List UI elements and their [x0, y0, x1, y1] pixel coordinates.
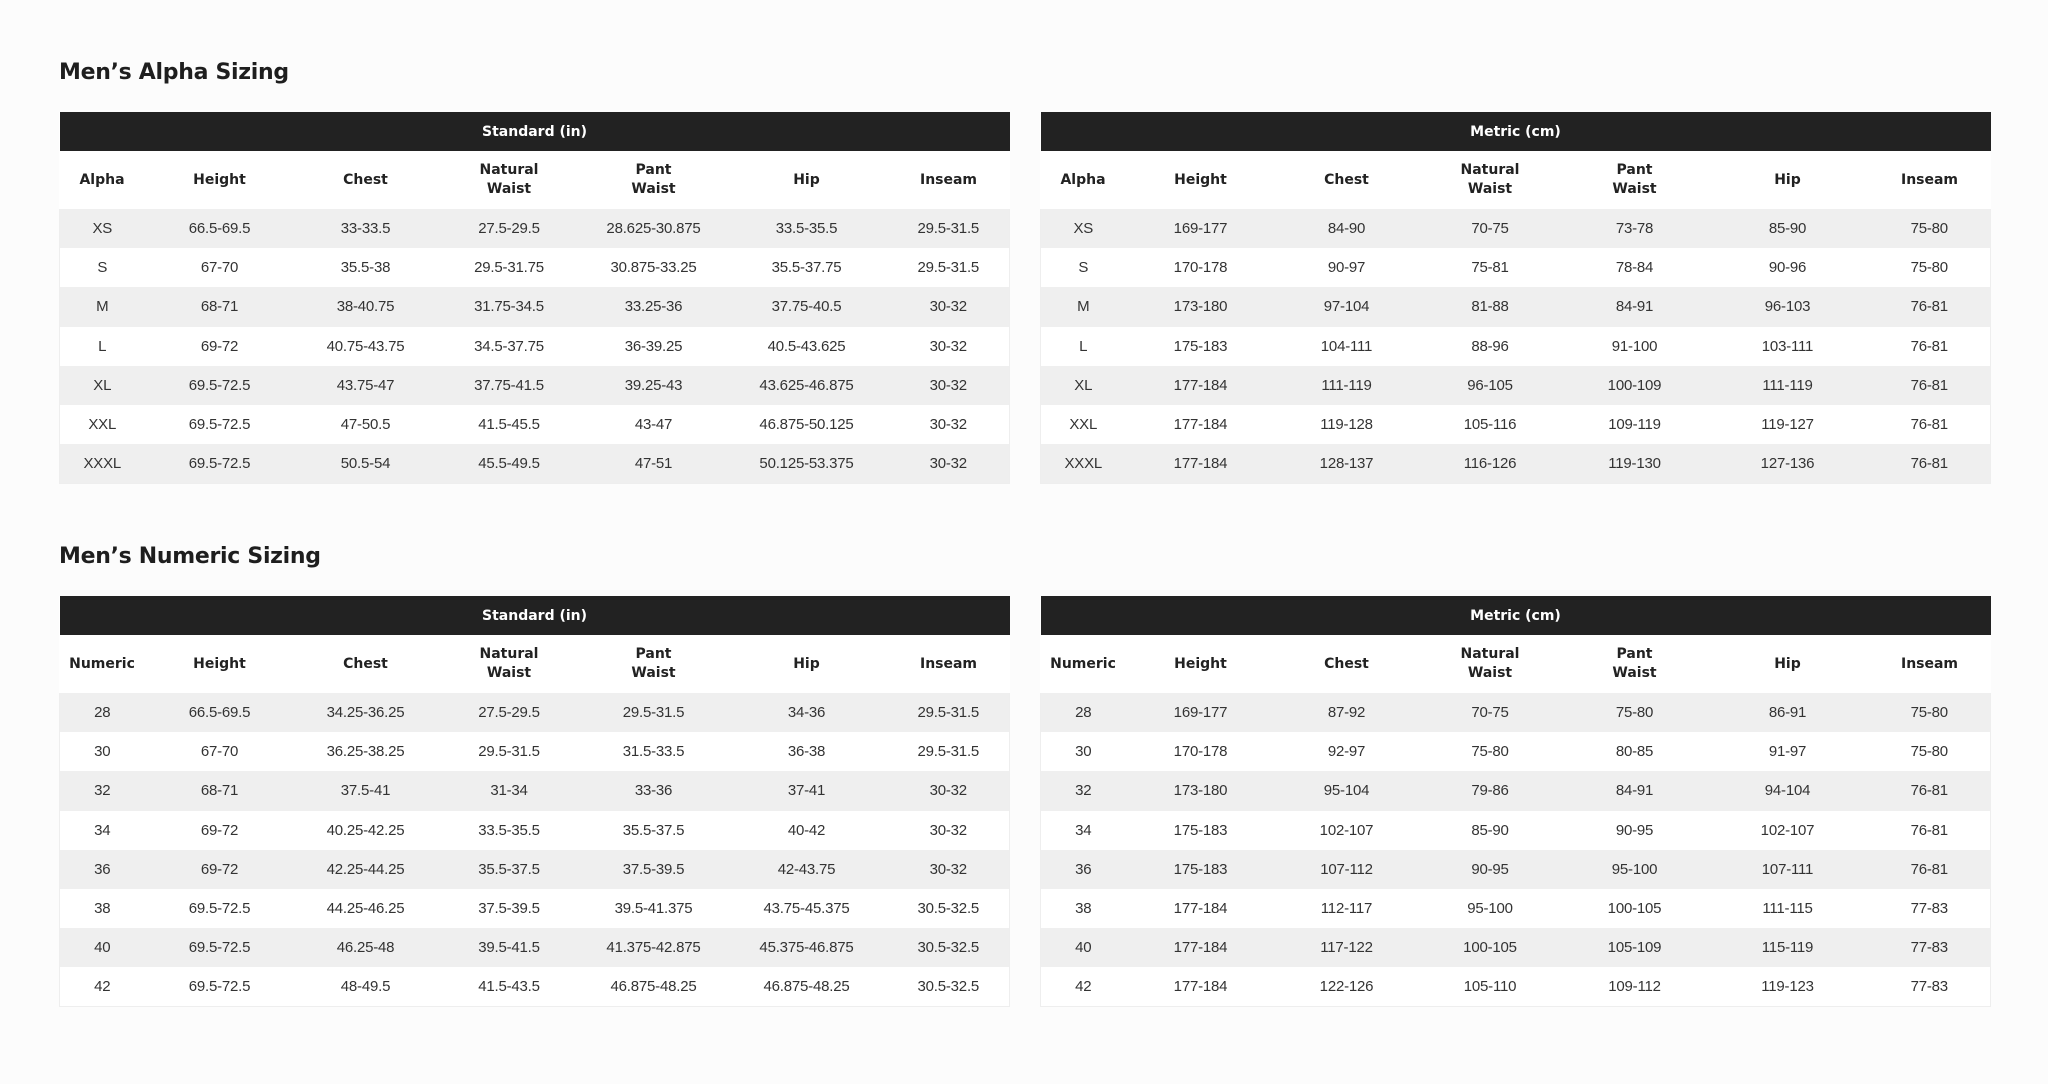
- table-cell: 77-83: [1869, 967, 1991, 1006]
- table-cell: 75-80: [1869, 732, 1991, 771]
- column-header: Natural Waist: [1418, 635, 1563, 693]
- table-row: [60, 444, 1010, 483]
- table-cell: 95-100: [1563, 850, 1707, 889]
- table-cell: 39.5-41.375: [582, 889, 726, 928]
- table-cell: 177-184: [1126, 928, 1276, 967]
- table-cell: 75-80: [1418, 732, 1563, 771]
- table-cell: 50.125-53.375: [726, 444, 888, 483]
- unit-header: Standard (in): [60, 596, 1010, 635]
- table-cell: 75-80: [1869, 693, 1991, 732]
- table-cell: 119-127: [1707, 405, 1869, 444]
- column-header: Pant Waist: [582, 635, 726, 693]
- alpha-sizing-title: Men’s Alpha Sizing: [59, 60, 289, 85]
- table-cell: 36.25-38.25: [295, 732, 437, 771]
- table-cell: 42.25-44.25: [295, 850, 437, 889]
- table-cell: S: [60, 248, 145, 287]
- table-cell: 46.875-48.25: [726, 967, 888, 1006]
- table-row: [60, 811, 1010, 850]
- table-cell: 46.875-48.25: [582, 967, 726, 1006]
- table-cell: 31.5-33.5: [582, 732, 726, 771]
- table-cell: 30-32: [888, 405, 1010, 444]
- table-cell: 39.5-41.5: [437, 928, 582, 967]
- table-cell: 96-105: [1418, 366, 1563, 405]
- table-cell: 85-90: [1707, 209, 1869, 248]
- table-cell: 81-88: [1418, 287, 1563, 326]
- table-cell: 43.75-47: [295, 366, 437, 405]
- table-row: [1041, 248, 1991, 287]
- table-cell: 69.5-72.5: [145, 366, 295, 405]
- table-cell: S: [1041, 248, 1126, 287]
- table-cell: 84-90: [1276, 209, 1418, 248]
- table-cell: 42: [60, 967, 145, 1006]
- column-header: Alpha: [1041, 151, 1126, 209]
- column-header: Height: [1126, 151, 1276, 209]
- table-row: [1041, 967, 1991, 1006]
- table-cell: 29.5-31.5: [582, 693, 726, 732]
- table-cell: 119-128: [1276, 405, 1418, 444]
- table-cell: 76-81: [1869, 444, 1991, 483]
- table-cell: 69.5-72.5: [145, 889, 295, 928]
- column-header: Hip: [1707, 635, 1869, 693]
- table-cell: 76-81: [1869, 850, 1991, 889]
- column-header: Chest: [295, 635, 437, 693]
- table-cell: 30-32: [888, 287, 1010, 326]
- table-cell: 177-184: [1126, 405, 1276, 444]
- table-cell: 92-97: [1276, 732, 1418, 771]
- table-cell: 47-50.5: [295, 405, 437, 444]
- table-cell: 41.5-45.5: [437, 405, 582, 444]
- table-cell: 102-107: [1276, 811, 1418, 850]
- table-row: [60, 889, 1010, 928]
- table-cell: 43-47: [582, 405, 726, 444]
- table-cell: 100-109: [1563, 366, 1707, 405]
- column-header: Pant Waist: [582, 151, 726, 209]
- table-cell: 175-183: [1126, 850, 1276, 889]
- column-header: Chest: [1276, 635, 1418, 693]
- column-header: Inseam: [888, 151, 1010, 209]
- table-cell: 128-137: [1276, 444, 1418, 483]
- table-cell: 46.25-48: [295, 928, 437, 967]
- table-cell: 29.5-31.5: [437, 732, 582, 771]
- table-cell: 97-104: [1276, 287, 1418, 326]
- table-row: [60, 209, 1010, 248]
- table-cell: 90-97: [1276, 248, 1418, 287]
- alpha-metric-table: [1040, 112, 1991, 484]
- table-cell: 33.5-35.5: [437, 811, 582, 850]
- table-cell: 88-96: [1418, 327, 1563, 366]
- table-cell: 75-80: [1869, 248, 1991, 287]
- column-header: Chest: [295, 151, 437, 209]
- table-cell: 33-33.5: [295, 209, 437, 248]
- table-cell: 105-110: [1418, 967, 1563, 1006]
- table-cell: 91-97: [1707, 732, 1869, 771]
- table-cell: 87-92: [1276, 693, 1418, 732]
- table-cell: 103-111: [1707, 327, 1869, 366]
- table-cell: 30-32: [888, 811, 1010, 850]
- table-cell: 66.5-69.5: [145, 209, 295, 248]
- table-cell: 116-126: [1418, 444, 1563, 483]
- column-header: Hip: [1707, 151, 1869, 209]
- table-cell: 85-90: [1418, 811, 1563, 850]
- table-cell: 35.5-38: [295, 248, 437, 287]
- table-cell: 40-42: [726, 811, 888, 850]
- table-cell: 86-91: [1707, 693, 1869, 732]
- table-cell: 170-178: [1126, 248, 1276, 287]
- table-row: [1041, 444, 1991, 483]
- table-cell: 90-95: [1418, 850, 1563, 889]
- table-cell: 91-100: [1563, 327, 1707, 366]
- table-cell: 30: [60, 732, 145, 771]
- table-cell: 37.75-41.5: [437, 366, 582, 405]
- alpha-standard-table: [59, 112, 1010, 484]
- table-cell: 115-119: [1707, 928, 1869, 967]
- table-cell: 28: [1041, 693, 1126, 732]
- table-cell: XXXL: [1041, 444, 1126, 483]
- table-cell: 47-51: [582, 444, 726, 483]
- table-cell: 40.5-43.625: [726, 327, 888, 366]
- table-cell: 173-180: [1126, 287, 1276, 326]
- table-cell: XXL: [60, 405, 145, 444]
- table-cell: 84-91: [1563, 287, 1707, 326]
- table-row: [1041, 850, 1991, 889]
- table-row: [60, 928, 1010, 967]
- table-cell: 48-49.5: [295, 967, 437, 1006]
- table-cell: 109-119: [1563, 405, 1707, 444]
- table-cell: 69-72: [145, 811, 295, 850]
- table-cell: 77-83: [1869, 928, 1991, 967]
- table-cell: 30.875-33.25: [582, 248, 726, 287]
- table-cell: 27.5-29.5: [437, 209, 582, 248]
- table-cell: 36-39.25: [582, 327, 726, 366]
- table-cell: 77-83: [1869, 889, 1991, 928]
- table-cell: 111-119: [1276, 366, 1418, 405]
- table-cell: 27.5-29.5: [437, 693, 582, 732]
- table-cell: 122-126: [1276, 967, 1418, 1006]
- table-cell: 29.5-31.5: [888, 693, 1010, 732]
- table-cell: 30-32: [888, 444, 1010, 483]
- table-cell: 67-70: [145, 248, 295, 287]
- table-row: [60, 248, 1010, 287]
- table-cell: 109-112: [1563, 967, 1707, 1006]
- table-cell: 33.5-35.5: [726, 209, 888, 248]
- table-cell: 76-81: [1869, 287, 1991, 326]
- table-cell: 41.375-42.875: [582, 928, 726, 967]
- table-cell: XS: [1041, 209, 1126, 248]
- table-cell: M: [60, 287, 145, 326]
- table-cell: 29.5-31.5: [888, 209, 1010, 248]
- table-cell: 76-81: [1869, 327, 1991, 366]
- table-cell: 69-72: [145, 327, 295, 366]
- table-row: [1041, 811, 1991, 850]
- table-cell: L: [1041, 327, 1126, 366]
- table-row: [60, 405, 1010, 444]
- table-cell: 75-80: [1563, 693, 1707, 732]
- column-header: Natural Waist: [437, 635, 582, 693]
- unit-header: Metric (cm): [1041, 596, 1991, 635]
- table-cell: 177-184: [1126, 366, 1276, 405]
- table-cell: 100-105: [1563, 889, 1707, 928]
- table-row: [1041, 209, 1991, 248]
- table-cell: XXL: [1041, 405, 1126, 444]
- table-cell: 76-81: [1869, 811, 1991, 850]
- table-row: [60, 732, 1010, 771]
- table-cell: 34: [60, 811, 145, 850]
- table-cell: 94-104: [1707, 771, 1869, 810]
- table-cell: 80-85: [1563, 732, 1707, 771]
- table-cell: 117-122: [1276, 928, 1418, 967]
- table-cell: 36: [1041, 850, 1126, 889]
- table-cell: 111-119: [1707, 366, 1869, 405]
- table-cell: 68-71: [145, 287, 295, 326]
- table-cell: 173-180: [1126, 771, 1276, 810]
- column-header: Chest: [1276, 151, 1418, 209]
- table-row: [1041, 405, 1991, 444]
- table-cell: 107-111: [1707, 850, 1869, 889]
- column-header: Inseam: [1869, 151, 1991, 209]
- column-header: Height: [1126, 635, 1276, 693]
- column-header: Height: [145, 151, 295, 209]
- table-cell: XL: [1041, 366, 1126, 405]
- table-cell: 37.5-39.5: [437, 889, 582, 928]
- table-cell: M: [1041, 287, 1126, 326]
- table-row: [60, 850, 1010, 889]
- column-header: Pant Waist: [1563, 151, 1707, 209]
- table-cell: 31.75-34.5: [437, 287, 582, 326]
- table-cell: 29.5-31.75: [437, 248, 582, 287]
- table-cell: 73-78: [1563, 209, 1707, 248]
- table-cell: 119-130: [1563, 444, 1707, 483]
- table-cell: L: [60, 327, 145, 366]
- table-cell: 175-183: [1126, 327, 1276, 366]
- table-cell: 38: [60, 889, 145, 928]
- table-cell: 40: [1041, 928, 1126, 967]
- table-cell: 69-72: [145, 850, 295, 889]
- table-cell: 41.5-43.5: [437, 967, 582, 1006]
- table-cell: 96-103: [1707, 287, 1869, 326]
- table-cell: 170-178: [1126, 732, 1276, 771]
- table-cell: 68-71: [145, 771, 295, 810]
- table-cell: 76-81: [1869, 366, 1991, 405]
- table-cell: 30.5-32.5: [888, 967, 1010, 1006]
- table-cell: 28: [60, 693, 145, 732]
- unit-header: Metric (cm): [1041, 112, 1991, 151]
- table-cell: 75-81: [1418, 248, 1563, 287]
- table-cell: 30.5-32.5: [888, 928, 1010, 967]
- table-cell: 30-32: [888, 850, 1010, 889]
- table-cell: 44.25-46.25: [295, 889, 437, 928]
- unit-header: Standard (in): [60, 112, 1010, 151]
- table-cell: 30.5-32.5: [888, 889, 1010, 928]
- table-row: [60, 366, 1010, 405]
- table-cell: 70-75: [1418, 209, 1563, 248]
- table-cell: 34: [1041, 811, 1126, 850]
- table-cell: 35.5-37.5: [437, 850, 582, 889]
- table-cell: 45.5-49.5: [437, 444, 582, 483]
- table-cell: 95-100: [1418, 889, 1563, 928]
- table-cell: 30: [1041, 732, 1126, 771]
- table-cell: 66.5-69.5: [145, 693, 295, 732]
- table-cell: 46.875-50.125: [726, 405, 888, 444]
- table-cell: 100-105: [1418, 928, 1563, 967]
- table-cell: 76-81: [1869, 405, 1991, 444]
- table-row: [1041, 732, 1991, 771]
- table-cell: 107-112: [1276, 850, 1418, 889]
- table-row: [1041, 693, 1991, 732]
- table-row: [1041, 287, 1991, 326]
- column-header: Inseam: [1869, 635, 1991, 693]
- column-header: Numeric: [1041, 635, 1126, 693]
- table-cell: 90-96: [1707, 248, 1869, 287]
- table-cell: 69.5-72.5: [145, 967, 295, 1006]
- column-header: Pant Waist: [1563, 635, 1707, 693]
- table-cell: 39.25-43: [582, 366, 726, 405]
- column-header: Alpha: [60, 151, 145, 209]
- table-cell: 169-177: [1126, 209, 1276, 248]
- table-cell: 105-116: [1418, 405, 1563, 444]
- table-cell: 79-86: [1418, 771, 1563, 810]
- table-cell: 34.5-37.75: [437, 327, 582, 366]
- table-cell: 30-32: [888, 366, 1010, 405]
- table-cell: 35.5-37.75: [726, 248, 888, 287]
- table-cell: 35.5-37.5: [582, 811, 726, 850]
- table-cell: 32: [1041, 771, 1126, 810]
- numeric-sizing-title: Men’s Numeric Sizing: [59, 544, 321, 569]
- table-cell: 70-75: [1418, 693, 1563, 732]
- table-cell: 40.75-43.75: [295, 327, 437, 366]
- table-cell: 127-136: [1707, 444, 1869, 483]
- table-row: [60, 693, 1010, 732]
- table-cell: 28.625-30.875: [582, 209, 726, 248]
- column-header: Natural Waist: [1418, 151, 1563, 209]
- table-cell: 78-84: [1563, 248, 1707, 287]
- table-cell: 42-43.75: [726, 850, 888, 889]
- table-cell: 37-41: [726, 771, 888, 810]
- column-header: Hip: [726, 635, 888, 693]
- table-cell: 37.5-39.5: [582, 850, 726, 889]
- table-cell: 31-34: [437, 771, 582, 810]
- numeric-metric-table: [1040, 596, 1991, 1007]
- table-cell: 42: [1041, 967, 1126, 1006]
- table-row: [1041, 889, 1991, 928]
- table-cell: 33.25-36: [582, 287, 726, 326]
- table-cell: 36-38: [726, 732, 888, 771]
- table-row: [1041, 771, 1991, 810]
- table-cell: 102-107: [1707, 811, 1869, 850]
- table-cell: 75-80: [1869, 209, 1991, 248]
- table-cell: 177-184: [1126, 967, 1276, 1006]
- table-row: [60, 771, 1010, 810]
- table-row: [1041, 928, 1991, 967]
- column-header: Height: [145, 635, 295, 693]
- table-row: [60, 967, 1010, 1006]
- table-cell: 50.5-54: [295, 444, 437, 483]
- table-cell: XXXL: [60, 444, 145, 483]
- table-cell: 119-123: [1707, 967, 1869, 1006]
- table-cell: 95-104: [1276, 771, 1418, 810]
- table-cell: 90-95: [1563, 811, 1707, 850]
- table-cell: 37.75-40.5: [726, 287, 888, 326]
- table-cell: 40.25-42.25: [295, 811, 437, 850]
- table-cell: XS: [60, 209, 145, 248]
- table-cell: 84-91: [1563, 771, 1707, 810]
- table-row: [60, 327, 1010, 366]
- table-cell: 175-183: [1126, 811, 1276, 850]
- table-row: [60, 287, 1010, 326]
- numeric-standard-table: [59, 596, 1010, 1007]
- table-cell: 29.5-31.5: [888, 732, 1010, 771]
- table-cell: 32: [60, 771, 145, 810]
- table-cell: 69.5-72.5: [145, 928, 295, 967]
- table-cell: 67-70: [145, 732, 295, 771]
- table-row: [1041, 366, 1991, 405]
- table-cell: 43.625-46.875: [726, 366, 888, 405]
- table-cell: 43.75-45.375: [726, 889, 888, 928]
- table-cell: 36: [60, 850, 145, 889]
- table-cell: 76-81: [1869, 771, 1991, 810]
- table-cell: 33-36: [582, 771, 726, 810]
- table-cell: 177-184: [1126, 444, 1276, 483]
- table-cell: 45.375-46.875: [726, 928, 888, 967]
- table-cell: 177-184: [1126, 889, 1276, 928]
- table-cell: 38-40.75: [295, 287, 437, 326]
- table-cell: 69.5-72.5: [145, 444, 295, 483]
- column-header: Inseam: [888, 635, 1010, 693]
- column-header: Hip: [726, 151, 888, 209]
- table-cell: 105-109: [1563, 928, 1707, 967]
- table-cell: 38: [1041, 889, 1126, 928]
- table-cell: 104-111: [1276, 327, 1418, 366]
- table-cell: 34-36: [726, 693, 888, 732]
- table-cell: 29.5-31.5: [888, 248, 1010, 287]
- table-cell: 37.5-41: [295, 771, 437, 810]
- table-cell: XL: [60, 366, 145, 405]
- column-header: Numeric: [60, 635, 145, 693]
- table-cell: 34.25-36.25: [295, 693, 437, 732]
- table-cell: 40: [60, 928, 145, 967]
- table-cell: 69.5-72.5: [145, 405, 295, 444]
- table-row: [1041, 327, 1991, 366]
- table-cell: 30-32: [888, 327, 1010, 366]
- table-cell: 112-117: [1276, 889, 1418, 928]
- table-cell: 111-115: [1707, 889, 1869, 928]
- column-header: Natural Waist: [437, 151, 582, 209]
- table-cell: 169-177: [1126, 693, 1276, 732]
- table-cell: 30-32: [888, 771, 1010, 810]
